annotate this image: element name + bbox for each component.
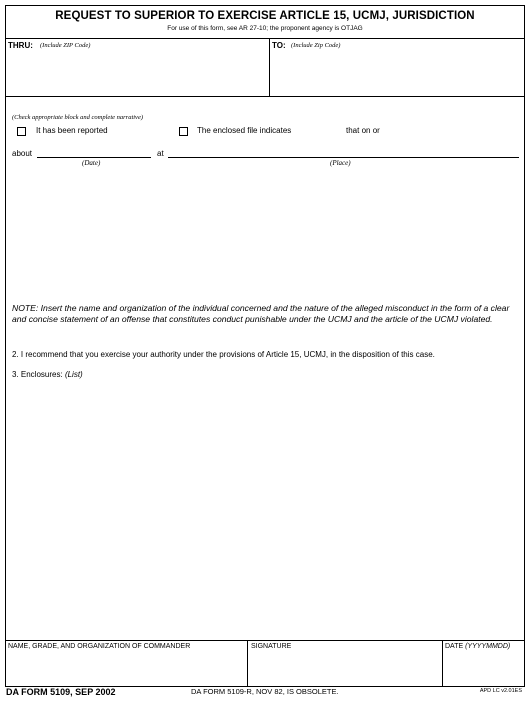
enclosures-field[interactable] bbox=[9, 382, 521, 632]
signature-label: SIGNATURE bbox=[251, 643, 292, 650]
commander-field[interactable] bbox=[7, 654, 245, 684]
date-block-label bbox=[445, 643, 510, 650]
thru-field[interactable] bbox=[7, 52, 267, 94]
form-subtitle: For use of this form, see AR 27-10; the proponent agency is OTJAG bbox=[167, 25, 363, 32]
form-frame bbox=[5, 5, 525, 687]
form-number: DA FORM 5109, SEP 2002 bbox=[6, 687, 116, 697]
obsolete-notice: DA FORM 5109-R, NOV 82, IS OBSOLETE. bbox=[191, 687, 339, 696]
file-indicates-label: The enclosed file indicates bbox=[197, 126, 292, 135]
at-text: at bbox=[157, 149, 164, 158]
place-field[interactable] bbox=[168, 157, 519, 158]
about-text: about bbox=[12, 149, 33, 158]
enclosures-text: 3. Enclosures: bbox=[12, 370, 63, 379]
date-field[interactable] bbox=[37, 157, 151, 158]
form-title: REQUEST TO SUPERIOR TO EXERCISE ARTICLE 15, UCMJ, JURISDICTION bbox=[55, 10, 475, 22]
to-field[interactable] bbox=[271, 52, 523, 94]
check-instruction: (Check appropriate block and complete narrative) bbox=[12, 114, 143, 121]
sig-divider-2 bbox=[442, 640, 443, 686]
date-block-hint: (YYYYMMDD) bbox=[465, 643, 511, 650]
enclosures-hint: (List) bbox=[64, 370, 83, 379]
file-indicates-checkbox[interactable] bbox=[179, 127, 188, 136]
narrative-field[interactable] bbox=[9, 169, 521, 299]
sig-divider-1 bbox=[247, 640, 248, 686]
divider-top bbox=[6, 38, 524, 39]
date-block-field[interactable] bbox=[444, 654, 522, 684]
divider-signature bbox=[6, 640, 524, 641]
commander-label: NAME, GRADE, AND ORGANIZATION OF COMMANDER bbox=[8, 643, 191, 650]
date-hint: (Date) bbox=[82, 159, 101, 167]
thru-label: THRU: bbox=[8, 41, 33, 50]
address-divider bbox=[269, 38, 270, 96]
place-hint: (Place) bbox=[330, 159, 351, 167]
to-label: TO: bbox=[272, 41, 286, 50]
recommend-text: 2. I recommend that you exercise your authority under the provisions of Article 15, UCMJ, in the disposition of this case. bbox=[12, 350, 435, 359]
date-block-text: DATE bbox=[445, 643, 464, 650]
signature-field[interactable] bbox=[249, 654, 440, 684]
that-on-or-text: that on or bbox=[346, 126, 380, 135]
version-text: APD LC v2.01ES bbox=[479, 688, 522, 694]
enclosures-label bbox=[12, 370, 83, 379]
note-text: NOTE: Insert the name and organization of the individual concerned and the nature of the alleged misconduct in the form of a clear and concise statement of an offense that constitutes conduct punishable under the UCMJ and the article of the UCMJ violated. bbox=[12, 303, 510, 324]
reported-label: It has been reported bbox=[36, 126, 108, 135]
thru-hint: (Include ZIP Code) bbox=[40, 42, 91, 49]
to-hint: (Include Zip Code) bbox=[291, 42, 341, 49]
divider-address bbox=[6, 96, 524, 97]
reported-checkbox[interactable] bbox=[17, 127, 26, 136]
